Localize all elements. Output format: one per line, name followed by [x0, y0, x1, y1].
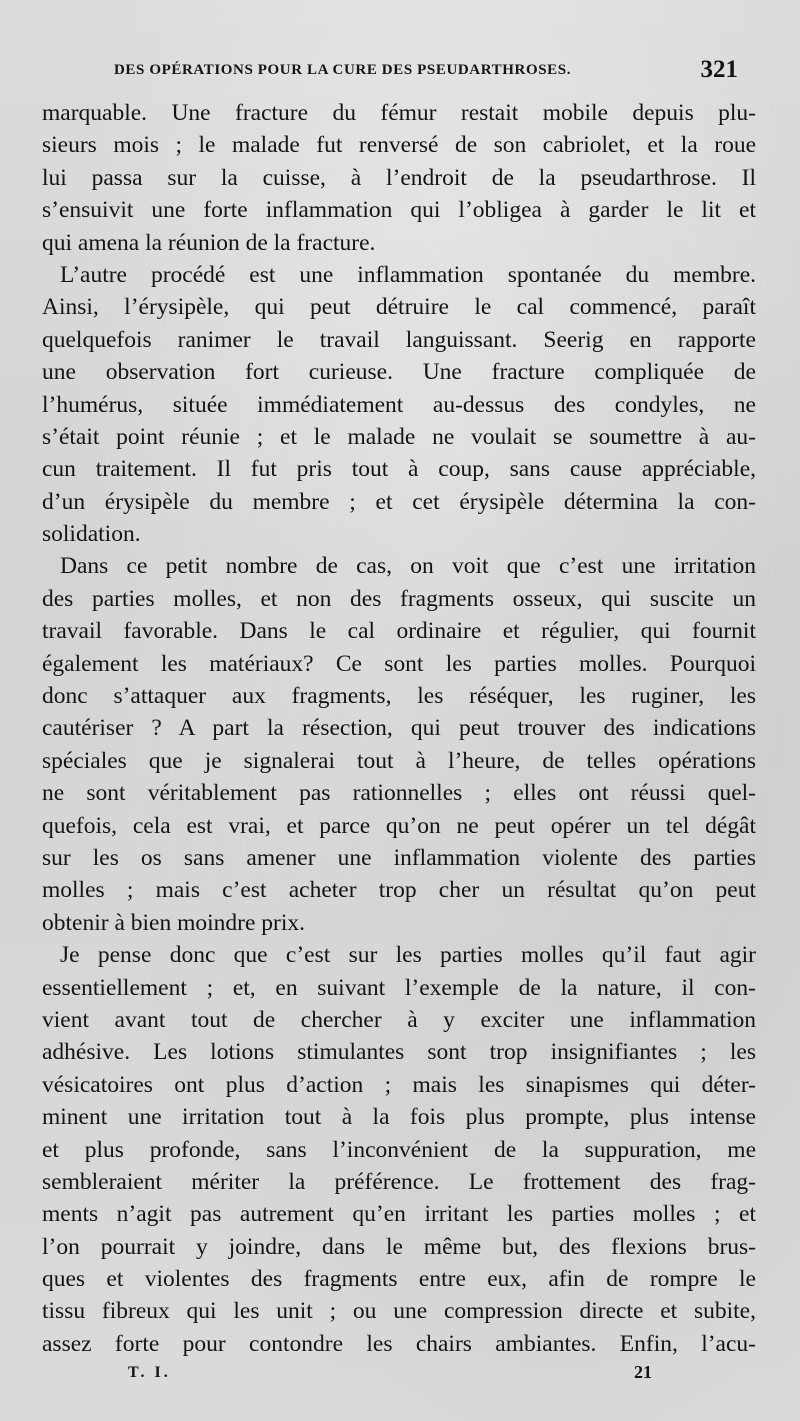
text-line: des parties molles, et non des fragments osseux, qui suscite un: [42, 585, 756, 612]
text-line: ne sont véritablement pas rationnelles ; elles ont réussi quel-: [42, 780, 756, 807]
text-line: cun traitement. Il fut pris tout à coup, sans cause appréciable,: [42, 456, 756, 483]
text-line: Ainsi, l’érysipèle, qui peut détruire le cal commencé, paraît: [42, 294, 756, 321]
text-line: d’un érysipèle du membre ; et cet érysipèle détermina la con-: [42, 488, 756, 515]
text-line: sembleraient mériter la préférence. Le frottement des frag-: [42, 1168, 756, 1195]
paragraph-1: [42, 97, 756, 259]
text-line: cautériser ? A part la résection, qui peut trouver des indications: [42, 715, 756, 742]
text-line: l’on pourrait y joindre, dans le même but, des flexions brus-: [42, 1233, 756, 1260]
text-line: tissu fibreux qui les unit ; ou une compression directe et subite,: [42, 1298, 756, 1325]
paragraph-4: [42, 939, 756, 1360]
text-line: ments n’agit pas autrement qu’en irritant les parties molles ; et: [42, 1201, 756, 1228]
text-line: quelquefois ranimer le travail languissant. Seerig en rapporte: [42, 326, 756, 353]
text-line: l’humérus, située immédiatement au-dessus des condyles, ne: [42, 391, 756, 418]
running-head-title: DES OPÉRATIONS POUR LA CURE DES PSEUDARTHROSES.: [114, 62, 572, 78]
sheet-signature-number: 21: [634, 1362, 652, 1382]
text-line: travail favorable. Dans le cal ordinaire et régulier, qui fournit: [42, 618, 756, 645]
text-line: quefois, cela est vrai, et parce qu’on ne peut opérer un tel dégât: [42, 812, 756, 839]
text-line: Je pense donc que c’est sur les parties molles qu’il faut agir: [60, 942, 756, 969]
text-line: vésicatoires ont plus d’action ; mais les sinapismes qui déter-: [42, 1071, 756, 1098]
text-line: minent une irritation tout à la fois plus prompte, plus intense: [42, 1104, 756, 1131]
text-line: une observation fort curieuse. Une fracture compliquée de: [42, 359, 756, 386]
text-line: également les matériaux? Ce sont les parties molles. Pourquoi: [42, 650, 756, 677]
text-line: adhésive. Les lotions stimulantes sont trop insignifiantes ; les: [42, 1039, 756, 1066]
text-line: obtenir à bien moindre prix.: [42, 909, 305, 936]
text-line: spéciales que je signalerai tout à l’heure, de telles opérations: [42, 747, 756, 774]
text-line: sieurs mois ; le malade fut renversé de son cabriolet, et la roue: [42, 132, 756, 159]
text-line: assez forte pour contondre les chairs ambiantes. Enfin, l’acu-: [42, 1330, 756, 1357]
body-text: [42, 97, 756, 1360]
text-line: ques et violentes des fragments entre eux, afin de rompre le: [42, 1266, 756, 1293]
paragraph-2: [42, 259, 756, 551]
text-line: L’autre procédé est une inflammation spontanée du membre.: [60, 261, 756, 288]
text-line: qui amena la réunion de la fracture.: [42, 229, 376, 256]
text-line: vient avant tout de chercher à y exciter une inflammation: [42, 1006, 756, 1033]
volume-signature: T. I.: [128, 1364, 171, 1381]
text-line: marquable. Une fracture du fémur restait mobile depuis plu-: [42, 100, 756, 126]
text-line: lui passa sur la cuisse, à l’endroit de la pseudarthrose. Il: [42, 164, 756, 191]
text-line: et plus profonde, sans l’inconvénient de la suppuration, me: [42, 1136, 756, 1163]
text-line: solidation.: [42, 521, 141, 548]
text-line: sur les os sans amener une inflammation violente des parties: [42, 844, 756, 871]
text-line: essentiellement ; et, en suivant l’exemple de la nature, il con-: [42, 974, 756, 1001]
paragraph-3: [42, 550, 756, 939]
page-number: 321: [700, 56, 738, 83]
text-line: molles ; mais c’est acheter trop cher un résultat qu’on peut: [42, 877, 756, 904]
text-line: donc s’attaquer aux fragments, les réséquer, les ruginer, les: [42, 683, 756, 710]
text-line: s’était point réunie ; et le malade ne voulait se soumettre à au-: [42, 423, 756, 450]
running-head: [108, 56, 738, 86]
text-line: Dans ce petit nombre de cas, on voit que c’est une irritation: [60, 553, 756, 580]
text-line: s’ensuivit une forte inflammation qui l’obligea à garder le lit et: [42, 197, 756, 224]
